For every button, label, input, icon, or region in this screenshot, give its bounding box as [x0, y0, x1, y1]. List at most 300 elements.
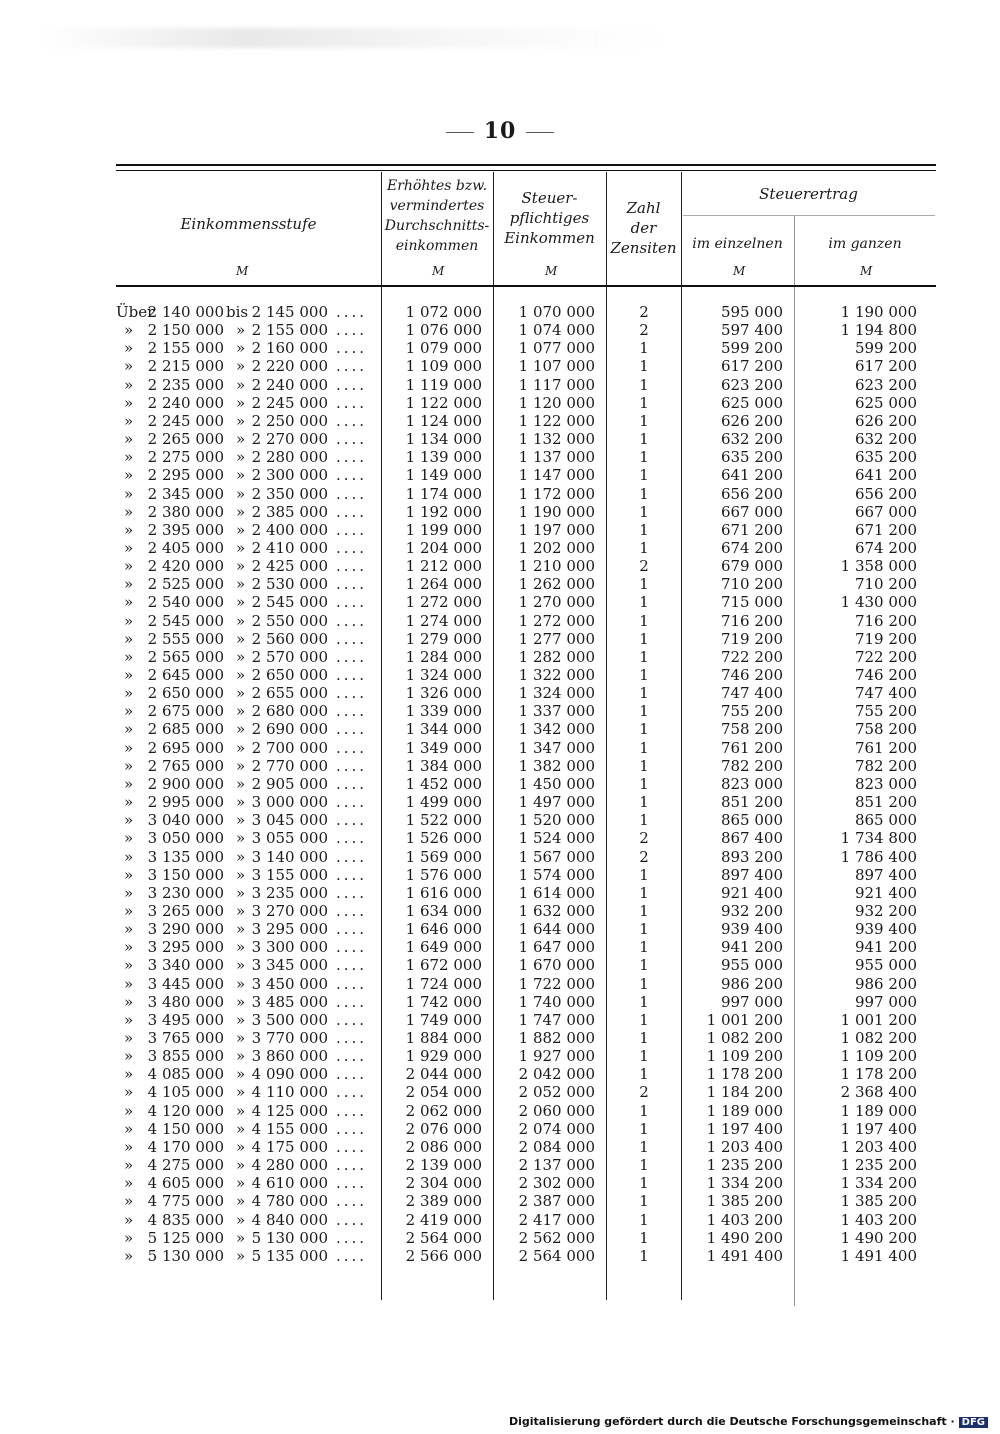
table-row: [0, 612, 1000, 630]
ditto-mark: »: [236, 484, 246, 503]
cell-durchschnittseinkommen: 1 279 000: [405, 629, 482, 648]
cell-zahl-der-zensiten: 1: [639, 684, 649, 703]
cell-steuerpflichtiges-einkommen: 1 282 000: [518, 647, 595, 666]
table-row: [0, 339, 1000, 357]
leader-dots: ....: [336, 756, 368, 775]
cell-zahl-der-zensiten: 1: [639, 1246, 649, 1265]
cell-durchschnittseinkommen: 2 086 000: [405, 1137, 482, 1156]
cell-steuerertrag-ganzen: 1 403 200: [840, 1210, 917, 1229]
ditto-mark: »: [124, 684, 134, 703]
cell-zahl-der-zensiten: 1: [639, 466, 649, 485]
leader-dots: ....: [336, 811, 368, 830]
cell-durchschnittseinkommen: 2 044 000: [405, 1065, 482, 1084]
ditto-mark: »: [236, 1174, 246, 1193]
ditto-mark: »: [124, 1246, 134, 1265]
cell-zahl-der-zensiten: 1: [639, 720, 649, 739]
ditto-mark: »: [236, 466, 246, 485]
cell-steuerertrag-einzelnen: 758 200: [720, 720, 783, 739]
ditto-mark: »: [236, 357, 246, 376]
ditto-mark: »: [236, 1246, 246, 1265]
range-from: 3 480 000: [147, 992, 224, 1011]
range-from: 3 150 000: [147, 865, 224, 884]
header-steuerpflichtiges-einkommen: Steuer- pflichtiges Einkommen: [504, 189, 595, 247]
ditto-mark: »: [124, 557, 134, 576]
range-from: 3 340 000: [147, 956, 224, 975]
range-from: 4 170 000: [147, 1137, 224, 1156]
unit-label: M: [432, 264, 445, 278]
ditto-mark: »: [236, 847, 246, 866]
cell-steuerertrag-einzelnen: 635 200: [720, 448, 783, 467]
table-row: [0, 684, 1000, 702]
range-from: 4 605 000: [147, 1174, 224, 1193]
table-row: [0, 466, 1000, 484]
ditto-mark: »: [236, 611, 246, 630]
leader-dots: ....: [336, 829, 368, 848]
header-einkommensstufe: Einkommensstufe: [180, 215, 317, 233]
cell-durchschnittseinkommen: 1 724 000: [405, 974, 482, 993]
cell-steuerpflichtiges-einkommen: 1 740 000: [518, 992, 595, 1011]
table-row: [0, 539, 1000, 557]
ditto-mark: »: [236, 938, 246, 957]
table-row: [0, 884, 1000, 902]
cell-steuerpflichtiges-einkommen: 2 084 000: [518, 1137, 595, 1156]
table-row: [0, 775, 1000, 793]
cell-steuerertrag-einzelnen: 1 197 400: [706, 1119, 783, 1138]
cell-steuerertrag-einzelnen: 851 200: [720, 793, 783, 812]
cell-steuerertrag-ganzen: 1 235 200: [840, 1156, 917, 1175]
steuerertrag-subrule: [683, 215, 935, 216]
ditto-mark: »: [236, 1101, 246, 1120]
table-row: [0, 412, 1000, 430]
cell-steuerertrag-ganzen: 674 200: [854, 538, 917, 557]
cell-steuerertrag-ganzen: 939 400: [854, 920, 917, 939]
ditto-mark: »: [236, 339, 246, 358]
cell-steuerpflichtiges-einkommen: 1 120 000: [518, 393, 595, 412]
ditto-mark: »: [236, 956, 246, 975]
cell-zahl-der-zensiten: 1: [639, 575, 649, 594]
range-to: 2 560 000: [251, 629, 328, 648]
cell-steuerertrag-einzelnen: 1 403 200: [706, 1210, 783, 1229]
leader-dots: ....: [336, 611, 368, 630]
leader-dots: ....: [336, 1029, 368, 1047]
cell-zahl-der-zensiten: 1: [639, 738, 649, 757]
cell-steuerpflichtiges-einkommen: 1 670 000: [518, 956, 595, 975]
range-from: 4 275 000: [147, 1156, 224, 1175]
cell-steuerertrag-ganzen: 1 001 200: [840, 1010, 917, 1029]
range-from: 5 125 000: [147, 1228, 224, 1247]
range-to: 3 450 000: [251, 974, 328, 993]
cell-steuerertrag-einzelnen: 865 000: [720, 811, 783, 830]
range-to: 2 770 000: [251, 756, 328, 775]
range-to: 2 690 000: [251, 720, 328, 739]
cell-durchschnittseinkommen: 1 384 000: [405, 756, 482, 775]
range-to: 2 650 000: [251, 666, 328, 684]
cell-durchschnittseinkommen: 1 204 000: [405, 538, 482, 557]
cell-steuerpflichtiges-einkommen: 1 927 000: [518, 1047, 595, 1066]
cell-steuerpflichtiges-einkommen: 2 562 000: [518, 1228, 595, 1247]
ditto-mark: »: [236, 1065, 246, 1084]
ditto-mark: »: [124, 756, 134, 775]
range-to: 4 090 000: [251, 1065, 328, 1084]
cell-zahl-der-zensiten: 1: [639, 702, 649, 721]
ditto-mark: »: [236, 738, 246, 757]
cell-durchschnittseinkommen: 1 326 000: [405, 684, 482, 703]
range-to: 2 655 000: [251, 684, 328, 703]
range-from: 4 835 000: [147, 1210, 224, 1229]
range-from: 2 275 000: [147, 448, 224, 467]
range-from: 3 135 000: [147, 847, 224, 866]
cell-steuerertrag-ganzen: 747 400: [854, 684, 917, 703]
cell-steuerertrag-einzelnen: 747 400: [720, 684, 783, 703]
range-to: 2 545 000: [251, 593, 328, 612]
cell-steuerertrag-ganzen: 1 194 800: [840, 321, 917, 340]
range-from: 3 265 000: [147, 901, 224, 920]
cell-steuerertrag-ganzen: 632 200: [854, 430, 917, 449]
cell-steuerpflichtiges-einkommen: 1 322 000: [518, 666, 595, 684]
leader-dots: ....: [336, 448, 368, 467]
ditto-mark: »: [124, 720, 134, 739]
cell-steuerpflichtiges-einkommen: 1 107 000: [518, 357, 595, 376]
ditto-mark: »: [236, 702, 246, 721]
range-to: 4 155 000: [251, 1119, 328, 1138]
cell-zahl-der-zensiten: 1: [639, 974, 649, 993]
ditto-mark: »: [236, 992, 246, 1011]
ditto-mark: »: [236, 1083, 246, 1102]
range-from: 2 420 000: [147, 557, 224, 576]
cell-steuerertrag-ganzen: 1 490 200: [840, 1228, 917, 1247]
leader-dots: ....: [336, 629, 368, 648]
cell-steuerertrag-ganzen: 716 200: [854, 611, 917, 630]
cell-durchschnittseinkommen: 1 452 000: [405, 774, 482, 793]
range-from: 4 105 000: [147, 1083, 224, 1102]
ditto-mark: »: [236, 520, 246, 539]
leader-dots: ....: [336, 974, 368, 993]
cell-zahl-der-zensiten: 1: [639, 774, 649, 793]
ditto-mark: »: [236, 393, 246, 412]
range-to: 2 385 000: [251, 502, 328, 521]
leader-dots: ....: [336, 774, 368, 793]
cell-steuerertrag-einzelnen: 893 200: [720, 847, 783, 866]
cell-steuerertrag-einzelnen: 599 200: [720, 339, 783, 358]
ditto-mark: »: [236, 502, 246, 521]
cell-steuerpflichtiges-einkommen: 1 382 000: [518, 756, 595, 775]
table-row: [0, 1192, 1000, 1210]
cell-durchschnittseinkommen: 1 634 000: [405, 901, 482, 920]
range-from: 2 685 000: [147, 720, 224, 739]
cell-durchschnittseinkommen: 1 576 000: [405, 865, 482, 884]
cell-steuerpflichtiges-einkommen: 1 497 000: [518, 793, 595, 812]
cell-steuerertrag-einzelnen: 932 200: [720, 901, 783, 920]
table-row: [0, 1065, 1000, 1083]
ditto-mark: »: [236, 1228, 246, 1247]
ditto-mark: »: [124, 339, 134, 358]
range-from: 2 405 000: [147, 538, 224, 557]
ditto-mark: »: [124, 375, 134, 394]
ditto-mark: »: [236, 684, 246, 703]
ditto-mark: »: [124, 774, 134, 793]
cell-steuerpflichtiges-einkommen: 1 614 000: [518, 883, 595, 902]
table-row: [0, 829, 1000, 847]
cell-durchschnittseinkommen: 2 139 000: [405, 1156, 482, 1175]
cell-steuerertrag-einzelnen: 1 082 200: [706, 1029, 783, 1047]
cell-steuerpflichtiges-einkommen: 1 132 000: [518, 430, 595, 449]
range-to: 3 295 000: [251, 920, 328, 939]
header-durchschnittseinkommen: Erhöhtes bzw. vermindertes Durchschnitts- einkommen: [384, 178, 490, 254]
range-from: 2 675 000: [147, 702, 224, 721]
cell-zahl-der-zensiten: 1: [639, 611, 649, 630]
ditto-mark: »: [124, 1101, 134, 1120]
ditto-mark: »: [124, 647, 134, 666]
table-row: [0, 1229, 1000, 1247]
cell-steuerertrag-ganzen: 599 200: [854, 339, 917, 358]
leader-dots: ....: [336, 375, 368, 394]
ditto-mark: »: [124, 901, 134, 920]
leader-dots: ....: [336, 593, 368, 612]
leader-dots: ....: [336, 956, 368, 975]
leader-dots: ....: [336, 411, 368, 430]
table-row: [0, 1047, 1000, 1065]
ditto-mark: »: [124, 575, 134, 594]
cell-zahl-der-zensiten: 2: [639, 321, 649, 340]
cell-steuerertrag-ganzen: 1 178 200: [840, 1065, 917, 1084]
cell-steuerpflichtiges-einkommen: 1 262 000: [518, 575, 595, 594]
table-row: [0, 1138, 1000, 1156]
cell-durchschnittseinkommen: 2 564 000: [405, 1228, 482, 1247]
cell-steuerertrag-einzelnen: 719 200: [720, 629, 783, 648]
cell-durchschnittseinkommen: 1 134 000: [405, 430, 482, 449]
cell-zahl-der-zensiten: 1: [639, 666, 649, 684]
cell-durchschnittseinkommen: 1 646 000: [405, 920, 482, 939]
leader-dots: ....: [336, 393, 368, 412]
cell-durchschnittseinkommen: 1 124 000: [405, 411, 482, 430]
cell-zahl-der-zensiten: 1: [639, 1192, 649, 1211]
cell-steuerertrag-ganzen: 986 200: [854, 974, 917, 993]
cell-durchschnittseinkommen: 1 284 000: [405, 647, 482, 666]
ditto-mark: »: [124, 1119, 134, 1138]
cell-steuerertrag-einzelnen: 679 000: [720, 557, 783, 576]
leader-dots: ....: [336, 847, 368, 866]
cell-steuerpflichtiges-einkommen: 1 272 000: [518, 611, 595, 630]
cell-durchschnittseinkommen: 1 149 000: [405, 466, 482, 485]
cell-durchschnittseinkommen: 2 419 000: [405, 1210, 482, 1229]
cell-steuerpflichtiges-einkommen: 1 882 000: [518, 1029, 595, 1047]
dfg-logo: DFG: [959, 1417, 988, 1428]
ditto-mark: »: [124, 883, 134, 902]
range-to: 2 300 000: [251, 466, 328, 485]
cell-steuerpflichtiges-einkommen: 1 347 000: [518, 738, 595, 757]
ditto-mark: »: [124, 793, 134, 812]
cell-steuerertrag-einzelnen: 955 000: [720, 956, 783, 975]
cell-steuerertrag-einzelnen: 656 200: [720, 484, 783, 503]
cell-zahl-der-zensiten: 1: [639, 1228, 649, 1247]
cell-steuerertrag-einzelnen: 671 200: [720, 520, 783, 539]
cell-durchschnittseinkommen: 2 062 000: [405, 1101, 482, 1120]
range-from: 2 215 000: [147, 357, 224, 376]
table-row: [0, 1029, 1000, 1047]
table-row: [0, 702, 1000, 720]
table-row: [0, 1120, 1000, 1138]
ditto-mark: »: [124, 321, 134, 340]
table-row: [0, 648, 1000, 666]
table-row: [0, 357, 1000, 375]
cell-durchschnittseinkommen: 1 522 000: [405, 811, 482, 830]
header-im-einzelnen: im einzelnen: [692, 236, 783, 252]
cell-steuerertrag-einzelnen: 1 184 200: [706, 1083, 783, 1102]
leader-dots: ....: [336, 1192, 368, 1211]
leader-dots: ....: [336, 430, 368, 449]
ditto-mark: »: [124, 1174, 134, 1193]
ditto-mark: »: [124, 502, 134, 521]
cell-steuerertrag-einzelnen: 595 000: [720, 303, 783, 321]
leader-dots: ....: [336, 738, 368, 757]
ditto-mark: »: [236, 1192, 246, 1211]
table-row: [0, 448, 1000, 466]
ditto-mark: »: [236, 1156, 246, 1175]
cell-steuerertrag-ganzen: 671 200: [854, 520, 917, 539]
cell-zahl-der-zensiten: 1: [639, 1101, 649, 1120]
table-row: [0, 1156, 1000, 1174]
ditto-mark: »: [236, 1119, 246, 1138]
cell-durchschnittseinkommen: 1 139 000: [405, 448, 482, 467]
range-to: 3 500 000: [251, 1010, 328, 1029]
cell-steuerertrag-ganzen: 823 000: [854, 774, 917, 793]
range-from: 2 525 000: [147, 575, 224, 594]
cell-zahl-der-zensiten: 1: [639, 1119, 649, 1138]
table-row: [0, 303, 1000, 321]
cell-zahl-der-zensiten: 1: [639, 339, 649, 358]
range-to: 2 680 000: [251, 702, 328, 721]
cell-durchschnittseinkommen: 1 212 000: [405, 557, 482, 576]
cell-zahl-der-zensiten: 1: [639, 520, 649, 539]
range-to: 2 155 000: [251, 321, 328, 340]
cell-zahl-der-zensiten: 1: [639, 956, 649, 975]
ditto-mark: »: [236, 575, 246, 594]
cell-steuerertrag-einzelnen: 939 400: [720, 920, 783, 939]
leader-dots: ....: [336, 883, 368, 902]
range-from: 2 345 000: [147, 484, 224, 503]
cell-steuerertrag-einzelnen: 823 000: [720, 774, 783, 793]
cell-steuerpflichtiges-einkommen: 2 417 000: [518, 1210, 595, 1229]
cell-steuerertrag-einzelnen: 746 200: [720, 666, 783, 684]
range-to: 3 000 000: [251, 793, 328, 812]
leader-dots: ....: [336, 865, 368, 884]
leader-dots: ....: [336, 466, 368, 485]
ditto-mark: »: [236, 411, 246, 430]
cell-zahl-der-zensiten: 1: [639, 793, 649, 812]
range-from: 3 290 000: [147, 920, 224, 939]
range-from: 2 380 000: [147, 502, 224, 521]
range-from: 3 765 000: [147, 1029, 224, 1047]
cell-durchschnittseinkommen: 1 199 000: [405, 520, 482, 539]
cell-steuerertrag-ganzen: 1 190 000: [840, 303, 917, 321]
range-from: 5 130 000: [147, 1246, 224, 1265]
cell-zahl-der-zensiten: 1: [639, 865, 649, 884]
table-row: [0, 956, 1000, 974]
ditto-mark: »: [236, 593, 246, 612]
header-steuerertrag: Steuerertrag: [759, 185, 858, 203]
range-to: 3 045 000: [251, 811, 328, 830]
leader-dots: ....: [336, 901, 368, 920]
table-row: [0, 321, 1000, 339]
cell-steuerertrag-ganzen: 1 109 200: [840, 1047, 917, 1066]
cell-durchschnittseinkommen: 2 076 000: [405, 1119, 482, 1138]
cell-steuerertrag-ganzen: 782 200: [854, 756, 917, 775]
table-row: [0, 920, 1000, 938]
range-from: 3 230 000: [147, 883, 224, 902]
range-to: 4 280 000: [251, 1156, 328, 1175]
ditto-mark: »: [236, 865, 246, 884]
cell-zahl-der-zensiten: 2: [639, 1083, 649, 1102]
cell-durchschnittseinkommen: 1 616 000: [405, 883, 482, 902]
cell-zahl-der-zensiten: 1: [639, 629, 649, 648]
cell-steuerertrag-ganzen: 641 200: [854, 466, 917, 485]
leader-dots: ....: [336, 484, 368, 503]
cell-durchschnittseinkommen: 1 324 000: [405, 666, 482, 684]
cell-steuerertrag-ganzen: 851 200: [854, 793, 917, 812]
cell-steuerpflichtiges-einkommen: 1 077 000: [518, 339, 595, 358]
table-row: [0, 1011, 1000, 1029]
cell-durchschnittseinkommen: 1 272 000: [405, 593, 482, 612]
cell-steuerertrag-ganzen: 1 203 400: [840, 1137, 917, 1156]
cell-steuerpflichtiges-einkommen: 1 567 000: [518, 847, 595, 866]
leader-dots: ....: [336, 1119, 368, 1138]
cell-durchschnittseinkommen: 1 672 000: [405, 956, 482, 975]
cell-steuerertrag-einzelnen: 641 200: [720, 466, 783, 485]
ditto-mark: »: [236, 647, 246, 666]
ditto-mark: »: [124, 411, 134, 430]
cell-steuerertrag-ganzen: 941 200: [854, 938, 917, 957]
cell-steuerpflichtiges-einkommen: 1 524 000: [518, 829, 595, 848]
ditto-mark: »: [124, 1192, 134, 1211]
cell-durchschnittseinkommen: 1 192 000: [405, 502, 482, 521]
cell-steuerpflichtiges-einkommen: 1 122 000: [518, 411, 595, 430]
ditto-mark: »: [124, 430, 134, 449]
leader-dots: ....: [336, 720, 368, 739]
cell-zahl-der-zensiten: 1: [639, 1065, 649, 1084]
cell-zahl-der-zensiten: 1: [639, 484, 649, 503]
table-row: [0, 376, 1000, 394]
cell-durchschnittseinkommen: 1 274 000: [405, 611, 482, 630]
cell-steuerpflichtiges-einkommen: 1 277 000: [518, 629, 595, 648]
table-row: [0, 739, 1000, 757]
ditto-mark: »: [124, 938, 134, 957]
cell-steuerertrag-einzelnen: 1 203 400: [706, 1137, 783, 1156]
range-to: 3 140 000: [251, 847, 328, 866]
leader-dots: ....: [336, 1210, 368, 1229]
cell-steuerertrag-einzelnen: 1 334 200: [706, 1174, 783, 1193]
cell-durchschnittseinkommen: 1 742 000: [405, 992, 482, 1011]
leader-dots: ....: [336, 321, 368, 340]
range-to: 4 780 000: [251, 1192, 328, 1211]
cell-steuerertrag-ganzen: 1 358 000: [840, 557, 917, 576]
cell-steuerertrag-ganzen: 921 400: [854, 883, 917, 902]
cell-steuerertrag-einzelnen: 722 200: [720, 647, 783, 666]
cell-steuerertrag-ganzen: 617 200: [854, 357, 917, 376]
cell-steuerertrag-ganzen: 997 000: [854, 992, 917, 1011]
range-from: 3 855 000: [147, 1047, 224, 1066]
cell-durchschnittseinkommen: 1 749 000: [405, 1010, 482, 1029]
ditto-mark: »: [124, 1137, 134, 1156]
cell-steuerertrag-einzelnen: 1 235 200: [706, 1156, 783, 1175]
ditto-mark: »: [124, 666, 134, 684]
cell-steuerertrag-ganzen: 626 200: [854, 411, 917, 430]
range-to: 2 280 000: [251, 448, 328, 467]
table-row: [0, 630, 1000, 648]
range-to: 3 485 000: [251, 992, 328, 1011]
cell-steuerertrag-einzelnen: 921 400: [720, 883, 783, 902]
cell-durchschnittseinkommen: 1 649 000: [405, 938, 482, 957]
cell-steuerpflichtiges-einkommen: 1 172 000: [518, 484, 595, 503]
